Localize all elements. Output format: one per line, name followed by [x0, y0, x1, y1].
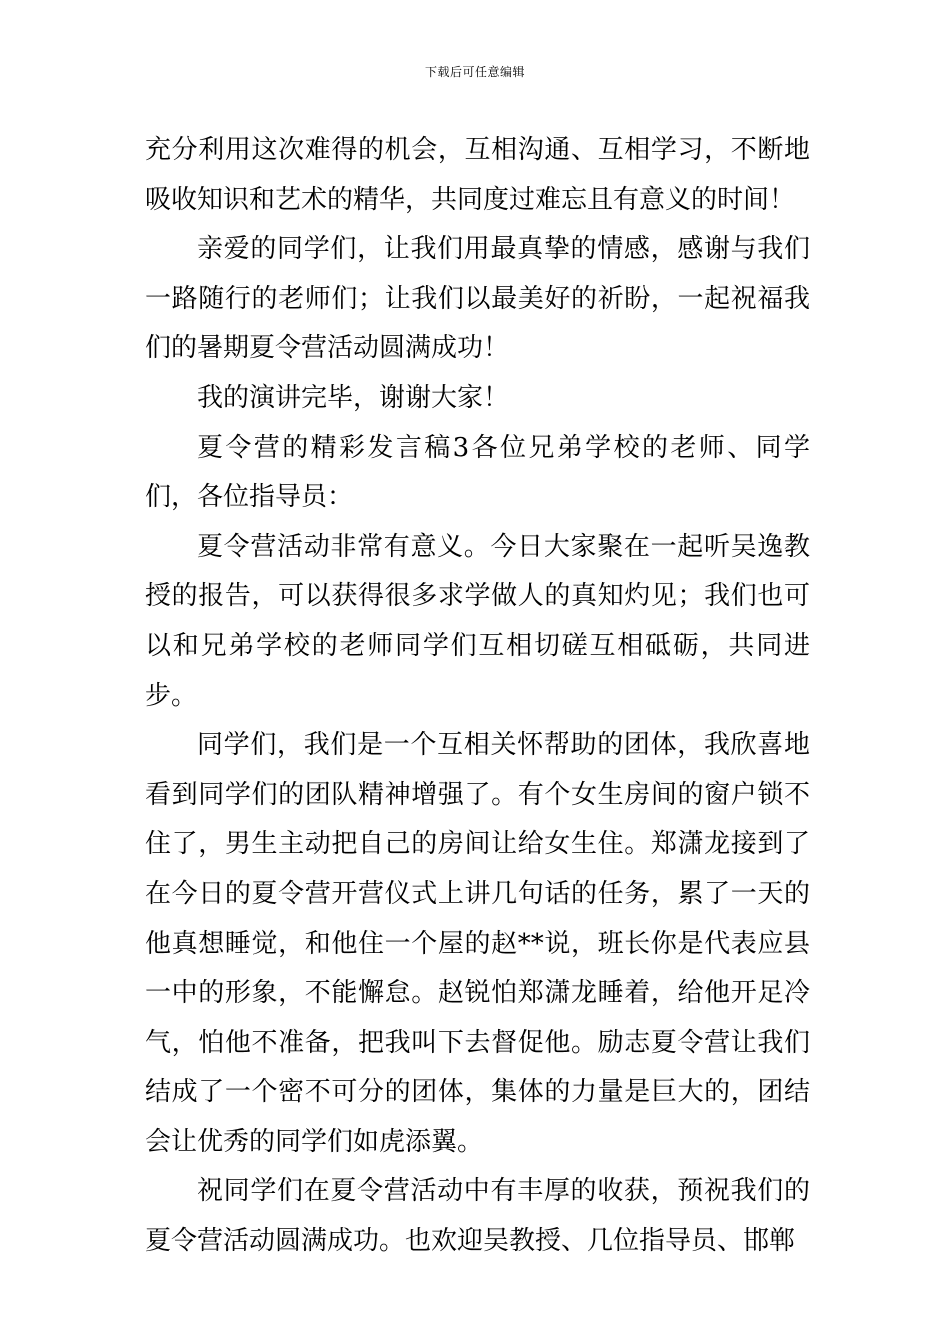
paragraph: 祝同学们在夏令营活动中有丰厚的收获，预祝我们的夏令营活动圆满成功。也欢迎吴教授、几位指导员、邯郸	[145, 1176, 810, 1257]
paragraph: 亲爱的同学们，让我们用最真挚的情感，感谢与我们一路随行的老师们；让我们以最美好的祈盼，一起祝福我们的暑期夏令营活动圆满成功！	[145, 234, 810, 364]
paragraph: 夏令营的精彩发言稿3各位兄弟学校的老师、同学们，各位指导员：	[145, 432, 810, 513]
document-body	[145, 126, 810, 1267]
page-header-note: 下载后可任意编辑	[424, 65, 525, 79]
paragraph: 夏令营活动非常有意义。今日大家聚在一起听吴逸教授的报告，可以获得很多求学做人的真知灼见；我们也可以和兄弟学校的老师同学们互相切磋互相砥砺，共同进步。	[145, 531, 810, 711]
paragraph: 充分利用这次难得的机会，互相沟通、互相学习，不断地吸收知识和艺术的精华，共同度过难忘且有意义的时间！	[145, 135, 810, 215]
paragraph: 同学们，我们是一个互相关怀帮助的团体，我欣喜地看到同学们的团队精神增强了。有个女生房间的窗户锁不住了，男生主动把自己的房间让给女生住。郑潇龙接到了在今日的夏令营开营仪式上讲几句话的任务，累了一天的他真想睡觉，和他住一个屋的赵**说，班长你是代表应县一中的形象，不能懈怠。赵锐怕郑潇龙睡着，给他开足冷气，怕他不准备，把我叫下去督促他。励志夏令营让我们结成了一个密不可分的团体，集体的力量是巨大的，团结会让优秀的同学们如虎添翼。	[145, 730, 810, 1157]
paragraph: 我的演讲完毕，谢谢大家！	[197, 382, 510, 413]
